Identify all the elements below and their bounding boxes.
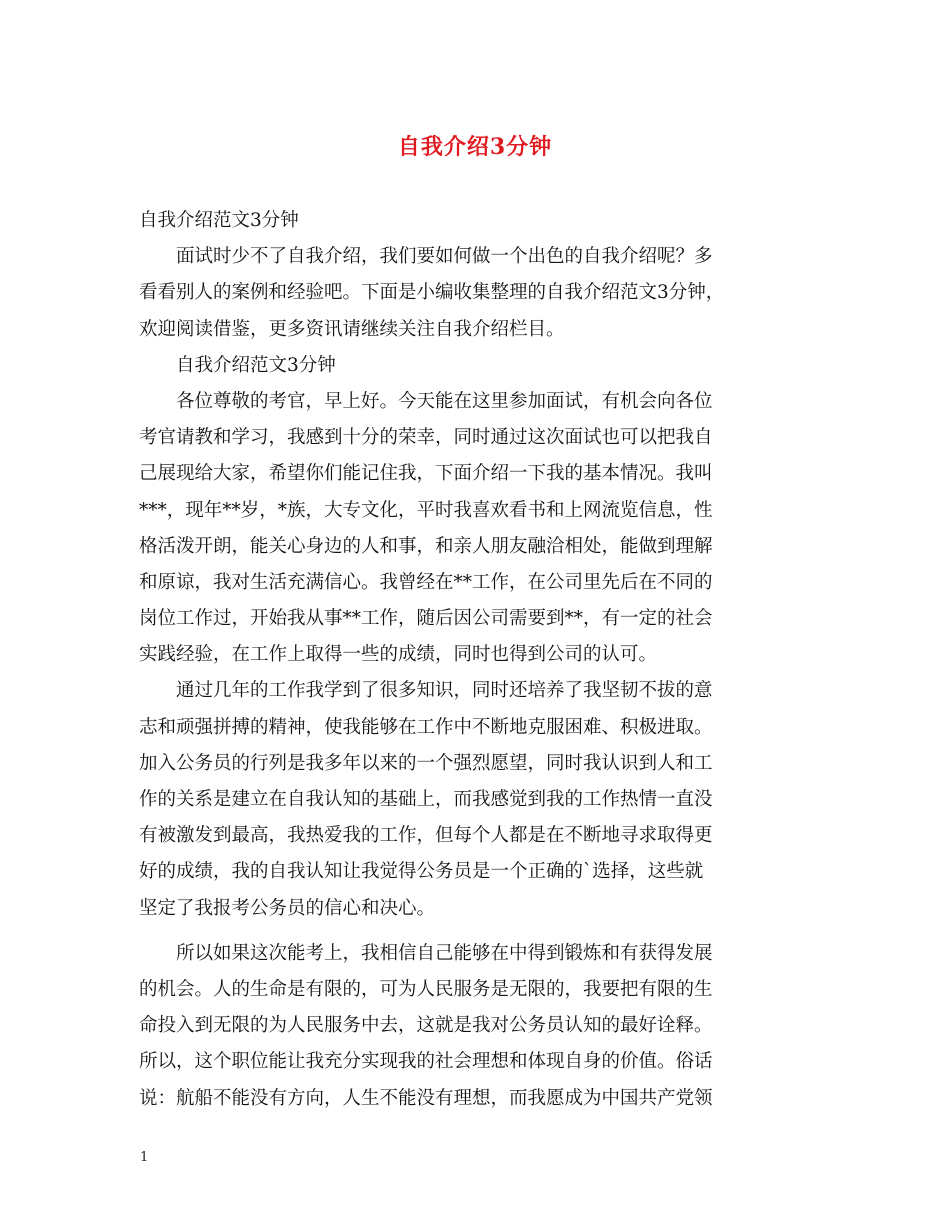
text-line: 坚定了我报考公务员的信心和决心。 [139,897,436,919]
text-line: 实践经验，在工作上取得一些的成绩，同时也得到公司的认可。 [139,644,658,666]
text-line: 自我介绍范文3分钟 [139,354,336,376]
text-line: 说：航船不能没有方向，人生不能没有理想，而我愿成为中国共产党领 [139,1087,713,1109]
text-line: 有被激发到最高，我热爱我的工作，但每个人都是在不断地寻求取得更 [139,825,713,847]
text-line: 考官请教和学习，我感到十分的荣幸，同时通过这次面试也可以把我自 [139,427,713,449]
text-line: 格活泼开朗，能关心身边的人和事，和亲人朋友融洽相处，能做到理解 [139,535,713,557]
text-line: 加入公务员的行列是我多年以来的一个强烈愿望，同时我认识到人和工 [139,752,713,774]
document-title: 自我介绍3分钟 [397,134,553,160]
text-line: 各位尊敬的考官，早上好。今天能在这里参加面试，有机会向各位 [139,390,713,412]
text-line: 好的成绩，我的自我认知让我觉得公务员是一个正确的`选择，这些就 [139,861,704,883]
text-line: 志和顽强拼搏的精神，使我能够在工作中不断地克服困难、积极进取。 [139,716,713,738]
text-line: ***，现年**岁，*族，大专文化，平时我喜欢看书和上网流览信息，性 [139,499,713,521]
page-number: 1 [140,1150,149,1165]
text-line: 欢迎阅读借鉴，更多资讯请继续关注自我介绍栏目。 [139,318,565,340]
document-body [139,203,819,1117]
text-line: 面试时少不了自我介绍，我们要如何做一个出色的自我介绍呢？多 [139,246,713,268]
text-line: 通过几年的工作我学到了很多知识，同时还培养了我坚韧不拔的意 [139,680,713,702]
text-line: 所以，这个职位能让我充分实现我的社会理想和体现自身的价值。俗话 [139,1051,713,1073]
text-line: 自我介绍范文3分钟 [139,210,299,231]
text-line: 所以如果这次能考上，我相信自己能够在中得到锻炼和有获得发展 [139,942,713,964]
text-line: 和原谅，我对生活充满信心。我曾经在**工作，在公司里先后在不同的 [139,571,713,593]
text-line: 作的关系是建立在自我认知的基础上，而我感觉到我的工作热情一直没 [139,789,713,810]
text-line: 看看别人的案例和经验吧。下面是小编收集整理的自我介绍范文3分钟， [139,282,725,304]
text-line: 命投入到无限的为人民服务中去，这就是我对公务员认知的最好诠释。 [139,1015,713,1037]
text-line: 岗位工作过，开始我从事**工作，随后因公司需要到**，有一定的社会 [139,608,713,630]
text-line: 己展现给大家，希望你们能记住我，下面介绍一下我的基本情况。我叫 [139,463,713,485]
text-line: 的机会。人的生命是有限的，可为人民服务是无限的，我要把有限的生 [139,978,713,1000]
paragraph-gap [139,927,819,936]
